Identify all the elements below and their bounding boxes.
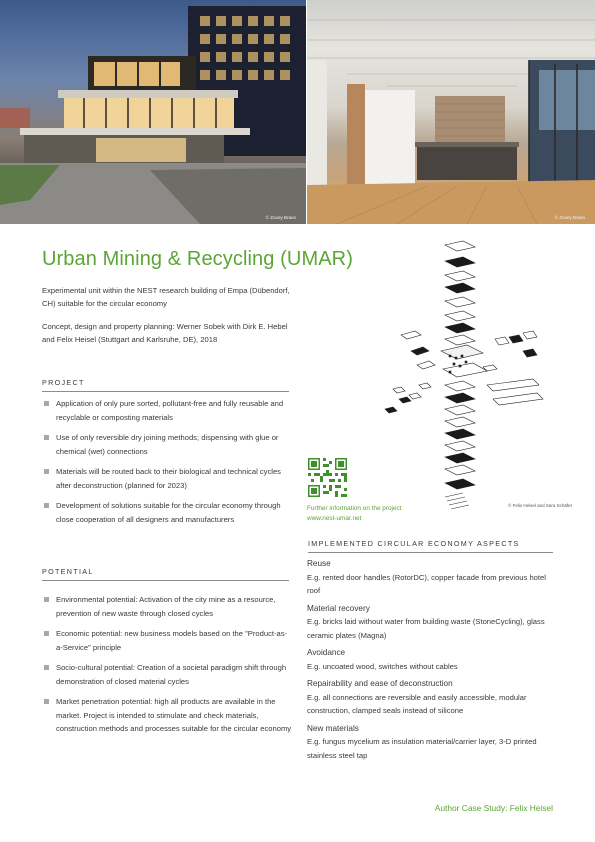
author-credit: Author Case Study: Felix Heisel [434,803,553,813]
list-item [307,646,557,673]
list-item [307,557,557,598]
project-list [42,397,292,533]
list-item [307,677,557,718]
project-heading: PROJECT [42,378,289,392]
aspect-text: E.g. rented door handles (RotorDC), copper facade from previous hotel roof [307,572,546,595]
photo-credit: © Zooey Braun [265,215,296,220]
list-item: Environmental potential: Activation of the city mine as a resource, prevention of new waste through closed cycles [42,593,292,620]
list-item: Application of only pure sorted, pollutant-free and fully reusable and recyclable or composting materials [42,397,292,424]
list-item: Socio-cultural potential: Creation of a societal paradigm shift through demonstration of closed material cycles [42,661,292,688]
circular-aspects-list [307,557,557,766]
list-item: Use of only reversible dry joining methods; dispensing with glue or chemical (wet) connections [42,431,292,458]
aspect-text: E.g. bricks laid without water from building waste (StoneCycling), glass ceramic plates (Magna) [307,617,545,640]
list-item: Market penetration potential: high all products are available in the market. Project is intended to stimulate and check materials, construction methods and processes suitable for the circular economy [42,695,292,736]
further-information [307,504,402,523]
list-item [307,722,557,763]
potential-list [42,593,292,743]
list-item: Development of solutions suitable for the circular economy through close cooperation of all designers and manufacturers [42,499,292,526]
aspect-text: E.g. fungus mycelium as insulation material/carrier layer, 3-D printed stainless steel tap [307,737,537,760]
intro-description: Experimental unit within the NEST research building of Empa (Dübendorf, CH) suitable for the circular economy [42,286,290,308]
qr-code-icon [308,458,347,497]
aspect-title: Repairability and ease of deconstruction [307,679,453,688]
photo-credit: © Zooey Braun [554,215,585,220]
aspect-title: Material recovery [307,603,370,613]
building-exterior-photo [0,0,306,224]
project-url-link[interactable]: www.nest-umar.net [307,514,362,522]
list-item: Economic potential: new business models based on the "Product-as-a-Service" principle [42,627,292,654]
aspect-title: Reuse [307,559,331,568]
circular-aspects-heading: IMPLEMENTED CIRCULAR ECONOMY ASPECTS [308,539,553,553]
page-title: Urban Mining & Recycling (UMAR) [42,248,353,270]
aspect-title: Avoidance [307,648,346,657]
aspect-text: E.g. all connections are reversible and easily accessible, modular construction, clamped seals instead of silicone [307,692,527,715]
interior-photo [307,0,595,224]
list-item: Materials will be routed back to their biological and technical cycles after deconstruction (planned for 2023) [42,465,292,492]
intro-credits: Concept, design and property planning: Werner Sobek with Dirk E. Hebel and Felix Heisel (Stuttgart and Karlsruhe, DE), 2018 [42,322,288,344]
header-photos [0,0,595,224]
potential-heading: POTENTIAL [42,567,289,581]
further-label: Further information on the project [307,505,402,512]
aspect-title: New materials [307,723,359,733]
list-item [307,602,557,643]
exploded-axonometric-diagram [383,239,555,514]
diagram-credit: © Felix Heisel and Sara Schäfer [508,503,573,508]
aspect-text: E.g. uncoated wood, switches without cables [307,661,458,671]
